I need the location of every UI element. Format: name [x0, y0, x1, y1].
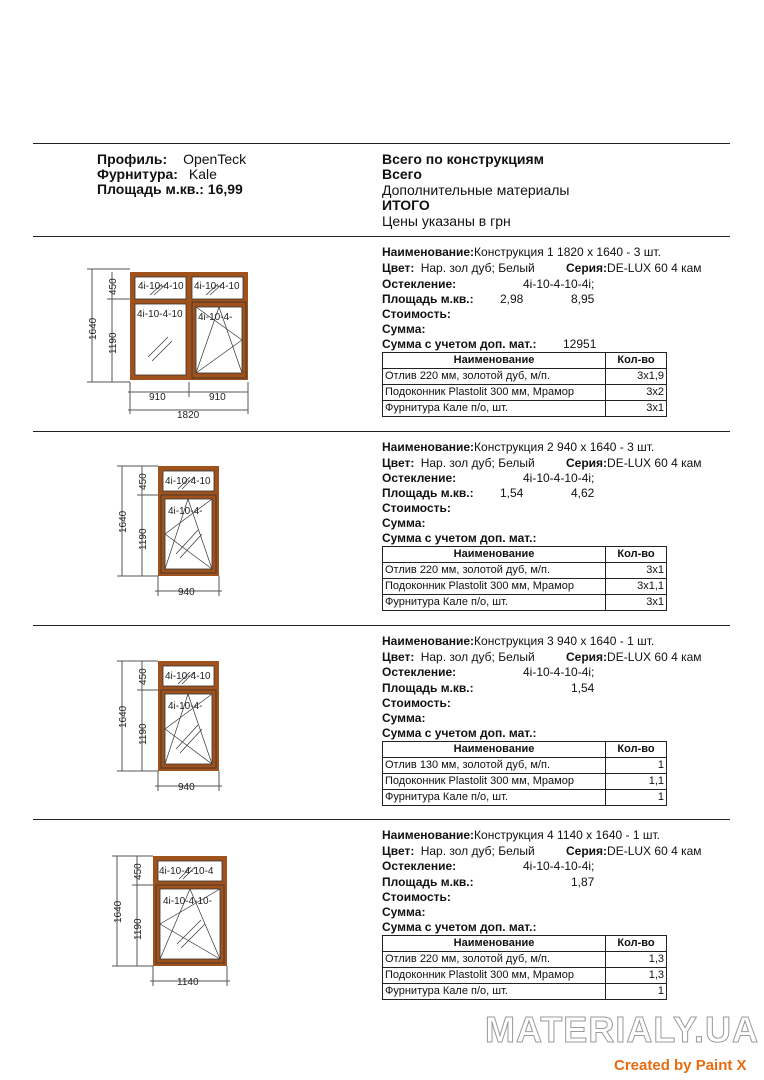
material-qty: 3x2 [606, 385, 667, 401]
material-name: Фурнитура Кале п/о, шт. [383, 790, 606, 806]
area-label: Площадь м.кв.: [382, 292, 474, 306]
material-qty: 3x1 [606, 401, 667, 417]
section-divider [33, 431, 730, 432]
table-row [383, 984, 667, 1000]
construction-3-series-row [566, 650, 702, 664]
area-one-value: 1,87 [571, 875, 595, 889]
total-label: Всего [382, 166, 422, 182]
glass-label-bottom-left: 4i-10-4-10 [137, 309, 183, 320]
dim-height-bottom: 1190 [138, 528, 149, 550]
glazing-label: Остекление: [382, 277, 457, 291]
area-total-value: 8,95 [571, 292, 595, 306]
glass-label-bottom: 4i-10-4- [168, 701, 203, 712]
material-name: Подоконник Plastolit 300 мм, Мрамор [383, 385, 606, 401]
construction-2-series-row [566, 456, 702, 470]
table-row [383, 401, 667, 417]
material-qty: 1 [606, 790, 667, 806]
construction-4-color-row [382, 844, 535, 858]
credit-watermark: Created by Paint X [614, 1057, 747, 1074]
grand-total-label: ИТОГО [382, 197, 430, 213]
glazing-label: Остекление: [382, 665, 457, 679]
dim-width-total: 1140 [177, 977, 199, 988]
section-divider [33, 625, 730, 626]
dim-width-total: 1820 [177, 410, 200, 421]
sum-extra-label: Сумма с учетом доп. мат.: [382, 726, 537, 740]
material-qty: 1 [606, 984, 667, 1000]
area-label: Площадь м.кв.: [97, 181, 204, 197]
table-row [383, 369, 667, 385]
glass-label-bottom-right: 4i-10-4- [198, 312, 233, 323]
glazing-value: 4i-10-4-10-4i; [523, 859, 595, 873]
dim-width-right: 910 [209, 392, 226, 403]
sum-extra-label: Сумма с учетом доп. мат.: [382, 531, 537, 545]
materials-table-4 [382, 935, 667, 1000]
table-row [383, 563, 667, 579]
material-name: Отлив 220 мм, золотой дуб, м/п. [383, 369, 606, 385]
construction-name: Конструкция 2 940 x 1640 - 3 шт. [474, 440, 655, 454]
col-name-header: Наименование [383, 353, 606, 369]
sum-label: Сумма: [382, 322, 426, 336]
area-label: Площадь м.кв.: [382, 486, 474, 500]
hardware-label: Фурнитура: [97, 166, 178, 182]
currency-note: Цены указаны в грн [382, 213, 511, 229]
dim-width-total: 940 [178, 782, 195, 793]
dim-height-total: 1640 [118, 510, 129, 533]
series-value: DE-LUX 60 4 кам [607, 844, 702, 858]
material-name: Отлив 220 мм, золотой дуб, м/п. [383, 952, 606, 968]
series-label: Серия: [566, 261, 608, 275]
table-header-row [383, 353, 667, 369]
material-qty: 3x1 [606, 563, 667, 579]
dim-height-total: 1640 [118, 705, 129, 728]
table-header-row [383, 936, 667, 952]
table-row [383, 790, 667, 806]
construction-name: Конструкция 3 940 x 1640 - 1 шт. [474, 634, 655, 648]
window-drawing-3 [110, 653, 240, 798]
sum-label: Сумма: [382, 516, 426, 530]
col-qty-header: Кол-во [606, 742, 667, 758]
material-name: Отлив 130 мм, золотой дуб, м/п. [383, 758, 606, 774]
material-name: Отлив 220 мм, золотой дуб, м/п. [383, 563, 606, 579]
dim-height-top: 450 [108, 278, 119, 295]
material-name: Фурнитура Кале п/о, шт. [383, 595, 606, 611]
section-divider [33, 236, 730, 237]
glass-label-top: 4i-10-4-10-4 [159, 866, 214, 877]
material-qty: 3x1 [606, 595, 667, 611]
profile-row [97, 151, 246, 167]
glass-label-top-right: 4i-10-4-10 [194, 281, 240, 292]
profile-value: OpenTeck [183, 151, 247, 167]
construction-2-name-row [382, 440, 654, 454]
col-qty-header: Кол-во [606, 936, 667, 952]
name-label: Наименование: [382, 828, 475, 842]
construction-name: Конструкция 4 1140 x 1640 - 1 шт. [474, 828, 661, 842]
construction-2-color-row [382, 456, 535, 470]
table-row [383, 968, 667, 984]
series-value: DE-LUX 60 4 кам [607, 650, 702, 664]
glass-label-top: 4i-10-4-10 [165, 671, 211, 682]
material-name: Подоконник Plastolit 300 мм, Мрамор [383, 774, 606, 790]
table-row [383, 595, 667, 611]
glazing-value: 4i-10-4-10-4i; [523, 665, 595, 679]
extra-materials-label: Дополнительные материалы [382, 182, 570, 198]
material-qty: 1,1 [606, 774, 667, 790]
dim-height-bottom: 1190 [138, 723, 149, 745]
sum-extra-label: Сумма с учетом доп. мат.: [382, 337, 537, 351]
area-one-value: 1,54 [571, 681, 595, 695]
material-qty: 3x1,9 [606, 369, 667, 385]
dim-width-left: 910 [149, 392, 166, 403]
glass-label-bottom: 4i-10-4- [168, 506, 203, 517]
material-name: Подоконник Plastolit 300 мм, Мрамор [383, 968, 606, 984]
area-label: Площадь м.кв.: [382, 681, 474, 695]
color-value: Нар. зол дуб; Белый [420, 261, 535, 275]
cost-label: Стоимость: [382, 307, 451, 321]
col-name-header: Наименование [383, 742, 606, 758]
color-value: Нар. зол дуб; Белый [420, 456, 535, 470]
glass-label-bottom: 4i-10-4-10- [163, 896, 212, 907]
construction-4-name-row [382, 828, 660, 842]
color-label: Цвет: [382, 456, 415, 470]
series-label: Серия: [566, 650, 608, 664]
col-qty-header: Кол-во [606, 547, 667, 563]
sum-label: Сумма: [382, 905, 426, 919]
name-label: Наименование: [382, 634, 475, 648]
material-name: Фурнитура Кале п/о, шт. [383, 984, 606, 1000]
cost-label: Стоимость: [382, 890, 451, 904]
window-drawing-2 [110, 458, 240, 603]
dim-width-total: 940 [178, 587, 195, 598]
glass-label-top-left: 4i-10-4-10 [138, 281, 184, 292]
name-label: Наименование: [382, 440, 475, 454]
table-row [383, 579, 667, 595]
materials-table-2 [382, 546, 667, 611]
header-top-rule [33, 143, 730, 144]
material-qty: 1,3 [606, 968, 667, 984]
dim-height-bottom: 1190 [133, 918, 144, 940]
series-label: Серия: [566, 844, 608, 858]
materials-table-1 [382, 352, 667, 417]
color-value: Нар. зол дуб; Белый [420, 650, 535, 664]
material-name: Подоконник Plastolit 300 мм, Мрамор [383, 579, 606, 595]
dim-height-total: 1640 [113, 900, 124, 923]
table-row [383, 385, 667, 401]
table-row [383, 774, 667, 790]
glazing-value: 4i-10-4-10-4i; [523, 471, 595, 485]
area-row [97, 181, 243, 197]
material-qty: 1 [606, 758, 667, 774]
material-qty: 3x1,1 [606, 579, 667, 595]
color-label: Цвет: [382, 844, 415, 858]
sum-extra-value: 12951 [563, 337, 597, 351]
dim-height-top: 450 [138, 668, 149, 685]
construction-3-name-row [382, 634, 654, 648]
cost-label: Стоимость: [382, 696, 451, 710]
site-watermark: MATERIALY.UA [485, 1009, 760, 1050]
sum-extra-label: Сумма с учетом доп. мат.: [382, 920, 537, 934]
col-name-header: Наименование [383, 547, 606, 563]
sum-label: Сумма: [382, 711, 426, 725]
materials-table-3 [382, 741, 667, 806]
construction-1-series-row [566, 261, 702, 275]
table-row [383, 952, 667, 968]
glazing-label: Остекление: [382, 471, 457, 485]
section-divider [33, 819, 730, 820]
dim-height-top: 450 [133, 863, 144, 880]
construction-1-name-row [382, 245, 661, 259]
area-one-value: 1,54 [500, 486, 524, 500]
cost-label: Стоимость: [382, 501, 451, 515]
dim-height-total: 1640 [88, 317, 99, 340]
material-name: Фурнитура Кале п/о, шт. [383, 401, 606, 417]
col-name-header: Наименование [383, 936, 606, 952]
total-constructions-label: Всего по конструкциям [382, 151, 545, 167]
area-total-value: 4,62 [571, 486, 595, 500]
table-header-row [383, 742, 667, 758]
table-row [383, 758, 667, 774]
dim-height-bottom: 1190 [108, 332, 119, 354]
hardware-row [97, 166, 217, 182]
dim-height-top: 450 [138, 473, 149, 490]
color-label: Цвет: [382, 650, 415, 664]
area-value: 16,99 [207, 181, 243, 197]
series-value: DE-LUX 60 4 кам [607, 456, 702, 470]
name-label: Наименование: [382, 245, 475, 259]
profile-label: Профиль: [97, 151, 168, 167]
construction-4-series-row [566, 844, 702, 858]
color-label: Цвет: [382, 261, 415, 275]
glass-label-top: 4i-10-4-10 [165, 476, 211, 487]
window-drawing-4 [105, 848, 245, 993]
color-value: Нар. зол дуб; Белый [420, 844, 535, 858]
construction-name: Конструкция 1 1820 x 1640 - 3 шт. [474, 245, 661, 259]
series-label: Серия: [566, 456, 608, 470]
table-header-row [383, 547, 667, 563]
construction-1-color-row [382, 261, 535, 275]
series-value: DE-LUX 60 4 кам [607, 261, 702, 275]
area-one-value: 2,98 [500, 292, 524, 306]
area-label: Площадь м.кв.: [382, 875, 474, 889]
glazing-value: 4i-10-4-10-4i; [523, 277, 595, 291]
col-qty-header: Кол-во [606, 353, 667, 369]
construction-3-color-row [382, 650, 535, 664]
glazing-label: Остекление: [382, 859, 457, 873]
material-qty: 1,3 [606, 952, 667, 968]
window-drawing-1 [80, 262, 270, 427]
hardware-value: Kale [188, 166, 217, 182]
